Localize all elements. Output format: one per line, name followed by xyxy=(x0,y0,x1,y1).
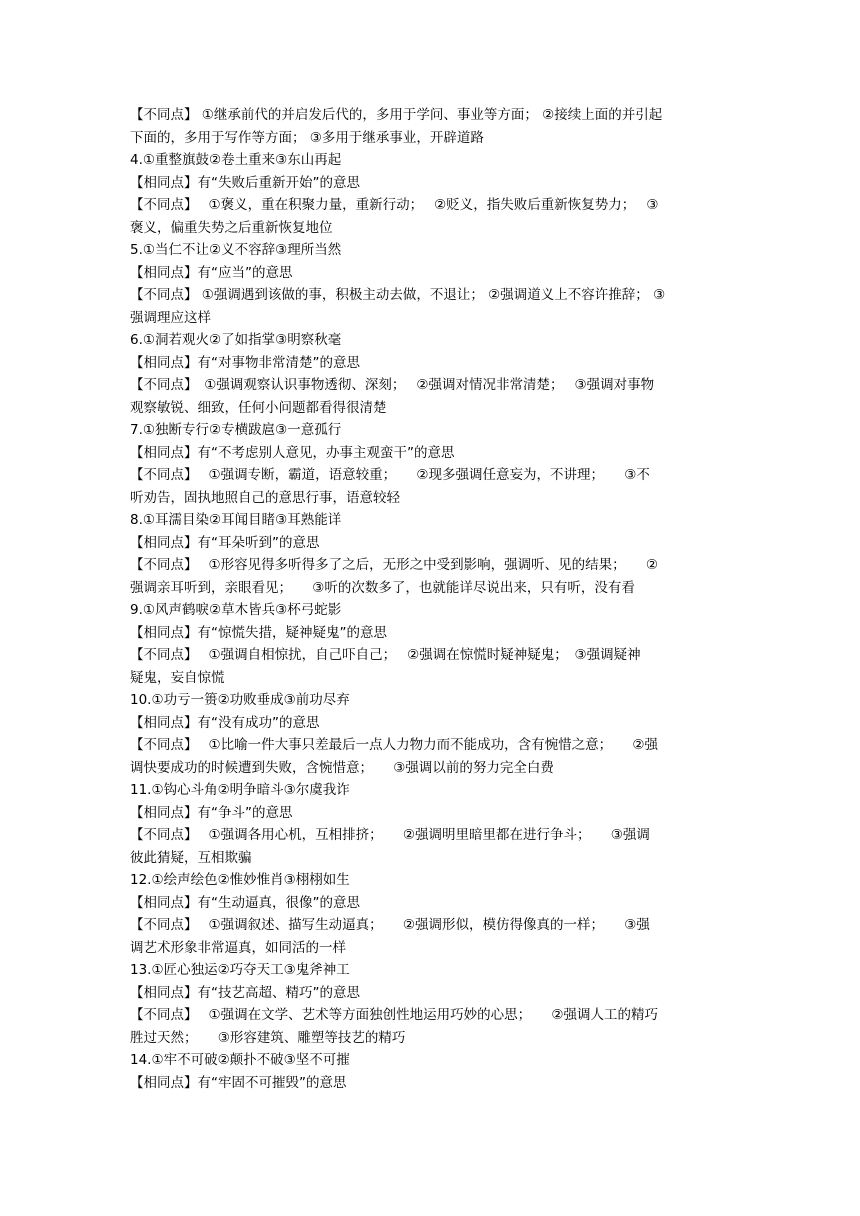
text-line: 【不同点】 ①强调叙述、描写生动逼真； ②强调形似，模仿得像真的一样； ③强 xyxy=(130,917,650,933)
text-line: 【相同点】有“耳朵听到”的意思 xyxy=(130,534,320,551)
text-line: 胜过天然； ③形容建筑、雕塑等技艺的精巧 xyxy=(130,1029,406,1046)
text-line: 强调亲耳听到，亲眼看见； ③听的次数多了，也就能详尽说出来，只有听，没有看 xyxy=(130,579,635,596)
text-line: 【相同点】有“失败后重新开始”的意思 xyxy=(130,174,360,191)
text-line: 10.①功亏一篑②功败垂成③前功尽弃 xyxy=(130,692,350,708)
text-line: 调艺术形象非常逼真，如同活的一样 xyxy=(130,939,346,956)
text-line: 【不同点】 ①比喻一件大事只差最后一点人力物力而不能成功，含有惋惜之意； ②强 xyxy=(130,737,658,753)
text-line: 【相同点】有“应当”的意思 xyxy=(130,264,293,281)
text-line: 褒义，偏重失势之后重新恢复地位 xyxy=(130,219,333,236)
text-line: 6.①洞若观火②了如指掌③明察秋毫 xyxy=(130,332,342,348)
text-line: 【不同点】 ①强调自相惊扰，自己吓自己； ②强调在惊慌时疑神疑鬼； ③强调疑神 xyxy=(130,647,641,663)
text-line: 4.①重整旗鼓②卷土重来③东山再起 xyxy=(130,152,342,168)
text-line: 【相同点】有“争斗”的意思 xyxy=(130,804,293,821)
text-line: 11.①钩心斗角②明争暗斗③尔虞我诈 xyxy=(130,782,350,798)
text-line: 8.①耳濡目染②耳闻目睹③耳熟能详 xyxy=(130,512,342,528)
text-line: 听劝告，固执地照自己的意思行事，语意较轻 xyxy=(130,489,400,506)
text-line: 【相同点】有“惊慌失措，疑神疑鬼”的意思 xyxy=(130,624,387,641)
text-line: 疑鬼，妄自惊慌 xyxy=(130,669,225,686)
text-line: 7.①独断专行②专横跋扈③一意孤行 xyxy=(130,422,342,438)
text-line: 【不同点】 ①强调观察认识事物透彻、深刻； ②强调对情况非常清楚； ③强调对事物 xyxy=(130,377,655,393)
document-page xyxy=(130,104,730,1094)
text-block xyxy=(130,104,730,1094)
text-line: 5.①当仁不让②义不容辞③理所当然 xyxy=(130,242,342,258)
text-line: 【不同点】 ①强调专断，霸道，语意较重； ②现多强调任意妄为，不讲理； ③不 xyxy=(130,467,650,483)
text-line: 调快要成功的时候遭到失败，含惋惜意； ③强调以前的努力完全白费 xyxy=(130,759,554,776)
text-line: 【不同点】 ①强调在文学、艺术等方面独创性地运用巧妙的心思； ②强调人工的精巧 xyxy=(130,1007,658,1023)
text-line: 彼此猜疑，互相欺骗 xyxy=(130,849,252,866)
text-line: 14.①牢不可破②颠扑不破③坚不可摧 xyxy=(130,1052,350,1068)
text-line: 12.①绘声绘色②惟妙惟肖③栩栩如生 xyxy=(130,872,350,888)
text-line: 【相同点】有“没有成功”的意思 xyxy=(130,714,320,731)
text-line: 【相同点】有“生动逼真，很像”的意思 xyxy=(130,894,360,911)
text-line: 强调理应这样 xyxy=(130,309,211,326)
text-line: 【不同点】 ①强调遇到该做的事，积极主动去做，不退让； ②强调道义上不容许推辞； ③ xyxy=(130,287,666,303)
text-line: 下面的，多用于写作等方面； ③多用于继承事业，开辟道路 xyxy=(130,129,484,146)
text-line: 【不同点】 ①强调各用心机，互相排挤； ②强调明里暗里都在进行争斗； ③强调 xyxy=(130,827,650,843)
text-line: 【相同点】有“技艺高超、精巧”的意思 xyxy=(130,984,360,1001)
text-line: 【不同点】 ①继承前代的并启发后代的，多用于学问、事业等方面； ②接续上面的并引起 xyxy=(130,107,663,123)
text-line: 【不同点】 ①褒义，重在积聚力量，重新行动； ②贬义，指失败后重新恢复势力； ③ xyxy=(130,197,659,213)
text-line: 【相同点】有“牢固不可摧毁”的意思 xyxy=(130,1074,347,1091)
text-line: 9.①风声鹤唳②草木皆兵③杯弓蛇影 xyxy=(130,602,342,618)
text-line: 【相同点】有“不考虑别人意见，办事主观蛮干”的意思 xyxy=(130,444,455,461)
text-line: 13.①匠心独运②巧夺天工③鬼斧神工 xyxy=(130,962,350,978)
text-line: 【相同点】有“对事物非常清楚”的意思 xyxy=(130,354,360,371)
text-line: 【不同点】 ①形容见得多听得多了之后，无形之中受到影响，强调听、见的结果； ② xyxy=(130,557,658,573)
text-line: 观察敏锐、细致，任何小问题都看得很清楚 xyxy=(130,399,387,416)
